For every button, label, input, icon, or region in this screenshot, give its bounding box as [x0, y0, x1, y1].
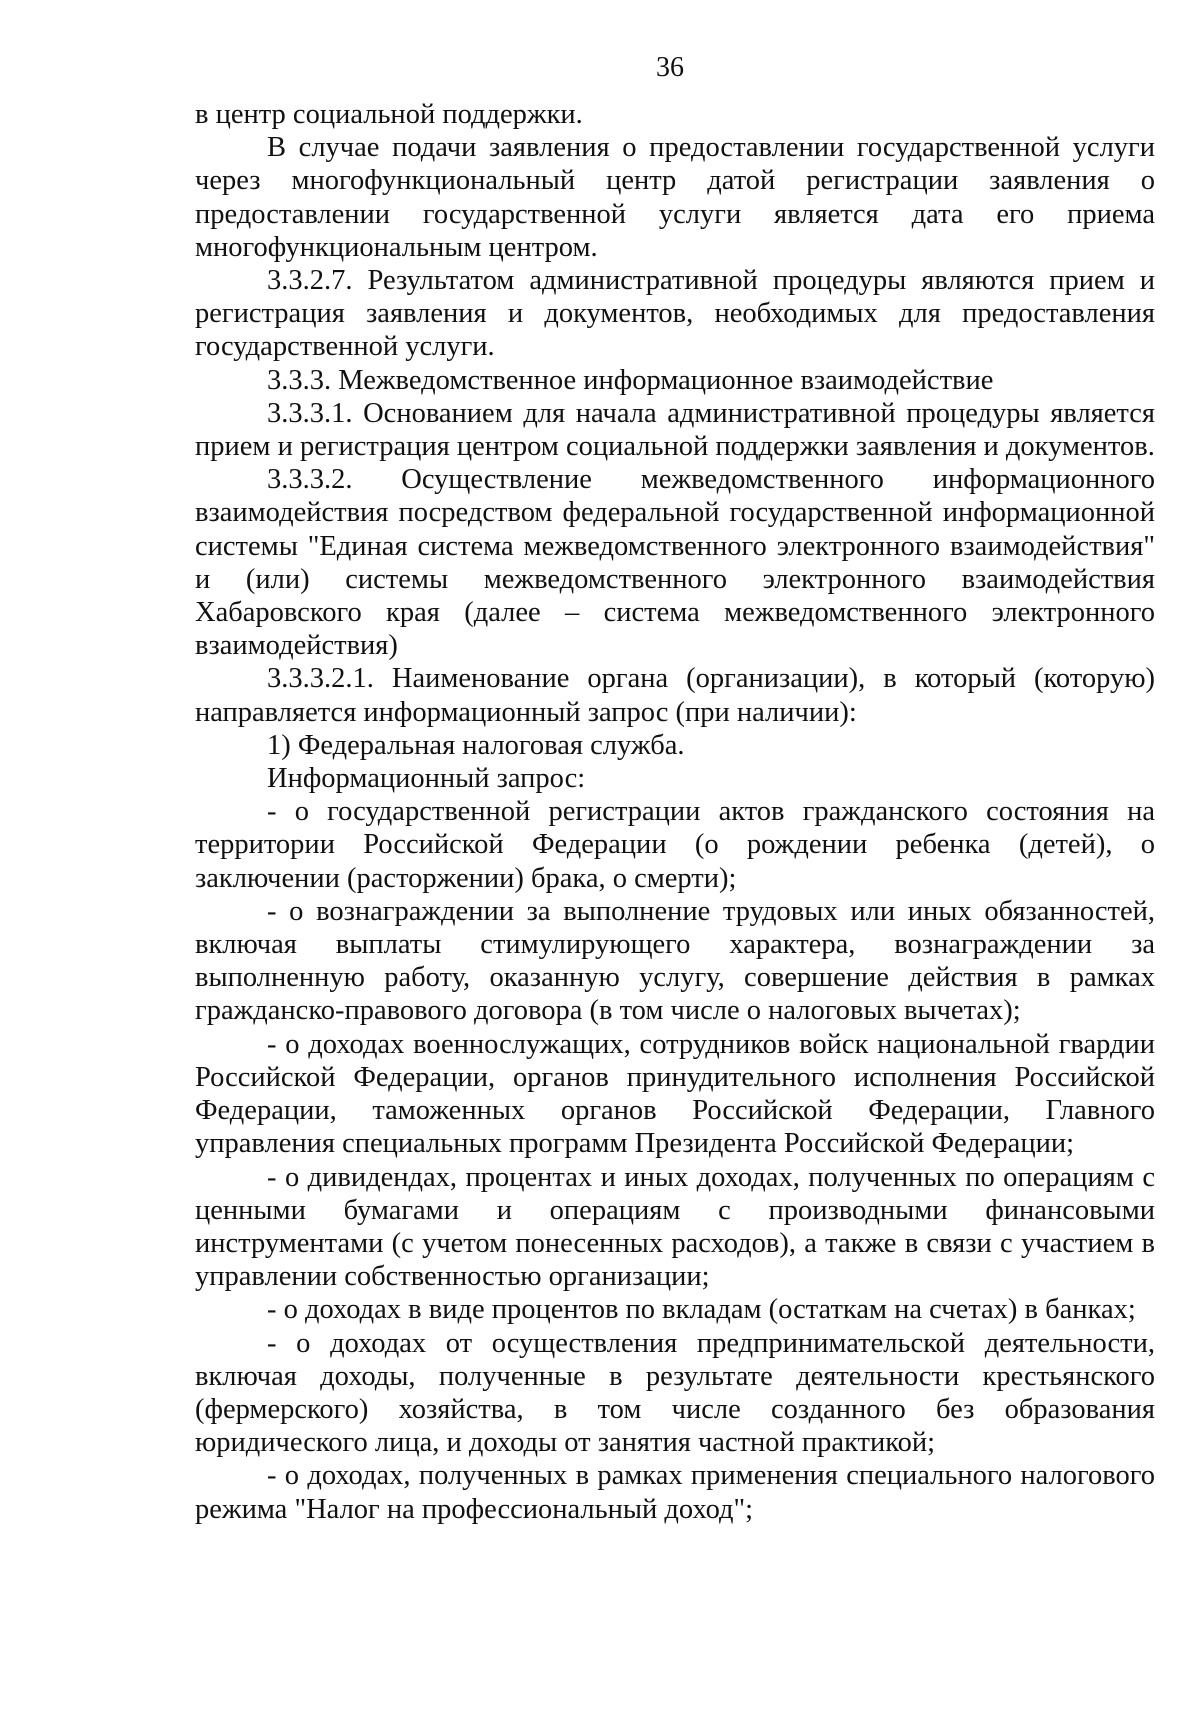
document-body: [195, 98, 1155, 1526]
paragraph: в центр социальной поддержки.: [195, 99, 583, 130]
paragraph: - о доходах в виде процентов по вкладам (остаткам на счетах) в банках;: [267, 1294, 1136, 1326]
paragraph: - о доходах, полученных в рамках применения специального налогового режима "Налог на профессиональный доход";: [195, 1460, 1155, 1525]
paragraph: Информационный запрос:: [267, 763, 586, 795]
paragraph: В случае подачи заявления о предоставлении государственной услуги через многофункциональный центр датой регистрации заявления о предоставлении государственной услуги является дата его приема многофункциональным центром.: [195, 132, 1155, 263]
paragraph: - о дивидендах, процентах и иных доходах, полученных по операциям с ценными бумагами и операциям с производными финансовыми инструментами (с учетом понесенных расходов), а также в связи с участием в управлении собственностью организации;: [195, 1161, 1155, 1293]
paragraph: 1) Федеральная налоговая служба.: [267, 729, 685, 761]
paragraph: - о доходах от осуществления предпринимательской деятельности, включая доходы, полученные в результате деятельности крестьянского (фермерского) хозяйства, в том числе созданного без образования юридического лица, и доходы от занятия частной практикой;: [195, 1327, 1155, 1459]
paragraph: - о государственной регистрации актов гражданского состояния на территории Российской Федерации (о рождении ребенка (детей), о заключении (расторжении) брака, о смерти);: [195, 796, 1155, 894]
paragraph: 3.3.3.1. Основанием для начала административной процедуры является прием и регистрация центром социальной поддержки заявления и документов.: [195, 397, 1155, 463]
paragraph: - о доходах военнослужащих, сотрудников войск национальной гвардии Российской Федерации, органов принудительного исполнения Российской Федерации, таможенных органов Российской Федерации, Главного управления специальных программ Президента Российской Федерации;: [195, 1028, 1155, 1160]
paragraph: 3.3.3.2. Осуществление межведомственного информационного взаимодействия посредством федеральной государственной информационной системы "Единая система межведомственного электронного взаимодействия" и (или) системы межведомственного электронного взаимодействия Хабаровского края (далее – система межведомственного электронного взаимодействия): [195, 464, 1155, 662]
paragraph: 3.3.3. Межведомственное информационное взаимодействие: [267, 364, 994, 396]
paragraph: 3.3.3.2.1. Наименование органа (организации), в который (которую) направляется информационный запрос (при наличии):: [195, 663, 1155, 728]
paragraph: 3.3.2.7. Результатом административной процедуры являются прием и регистрация заявления и документов, необходимых для предоставления государственной услуги.: [195, 265, 1155, 363]
page-number: 36: [656, 52, 684, 83]
paragraph: - о вознаграждении за выполнение трудовых или иных обязанностей, включая выплаты стимулирующего характера, вознаграждении за выполненную работу, оказанную услугу, совершение действия в рамках гражданско-правового договора (в том числе о налоговых вычетах);: [195, 895, 1155, 1027]
